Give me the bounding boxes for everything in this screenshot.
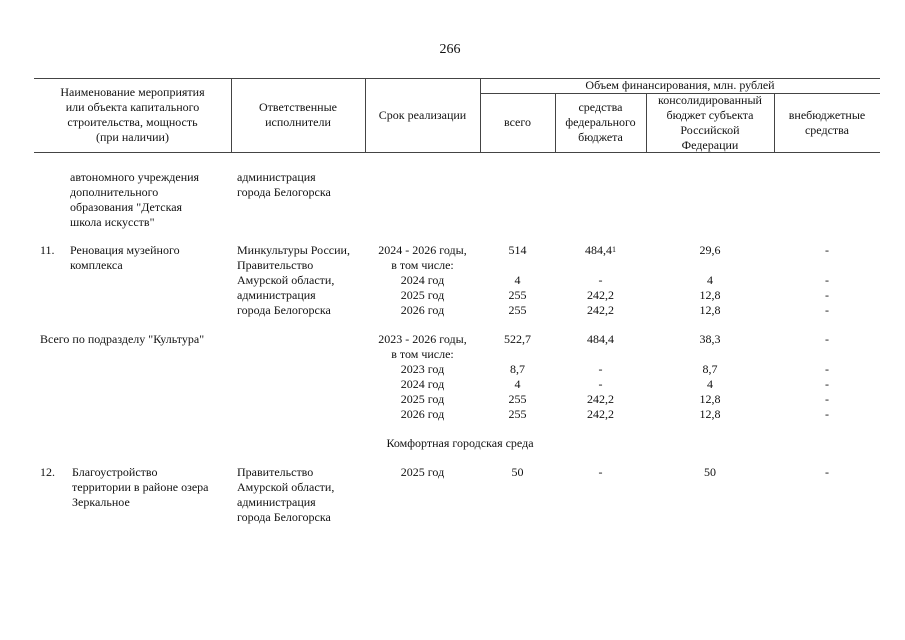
subtotal-term: 2023 - 2026 годы, в том числе: 2023 год 2024 год 2025 год 2026 год bbox=[378, 332, 467, 421]
continued-name: автономного учреждения дополнительного образования "Детская школа искусств" bbox=[70, 170, 200, 229]
subtotal-regional: 38,3 8,7 4 12,8 12,8 bbox=[699, 332, 721, 421]
header-financing-group: Объем финансирования, млн. рублей bbox=[585, 78, 775, 92]
row11-number: 11. bbox=[40, 243, 55, 257]
row11-offbudget: - - - - bbox=[825, 243, 829, 317]
continued-executors: администрация города Белогорска bbox=[237, 170, 331, 199]
row12-total: 50 bbox=[511, 465, 524, 479]
row11-federal: 484,4$^1$ - 242,2 242,2 bbox=[585, 243, 616, 317]
row12-number: 12. bbox=[40, 465, 55, 479]
row12-term: 2025 год bbox=[400, 465, 445, 479]
header-total: всего bbox=[503, 115, 532, 129]
subtotal-label: Всего по подразделу "Культура" bbox=[40, 332, 205, 346]
row11-term: 2024 - 2026 годы, в том числе: 2024 год 2025 год 2026 год bbox=[378, 243, 467, 317]
section-title: Комфортная городская среда bbox=[386, 436, 534, 450]
row12-regional: 50 bbox=[704, 465, 716, 479]
footnote-marker: 1 bbox=[612, 245, 616, 254]
row12-offbudget: - bbox=[825, 465, 829, 479]
row12-executors: Правительство Амурской области, администрация города Белогорска bbox=[237, 465, 335, 524]
header-federal: средства федерального бюджета bbox=[565, 100, 636, 144]
subtotal-total: 522,7 8,7 4 255 255 bbox=[504, 332, 531, 421]
table-header-bottom-border bbox=[34, 152, 880, 153]
header-term: Срок реализации bbox=[378, 107, 467, 122]
header-offbudget: внебюджетные средства bbox=[788, 107, 866, 137]
header-name: Наименование мероприятия или объекта капитального строительства, мощность (при наличии) bbox=[60, 85, 205, 144]
row11-name: Реновация музейного комплекса bbox=[70, 243, 180, 272]
row11-executors: Минкультуры России, Правительство Амурской области, администрация города Белогорска bbox=[237, 243, 350, 317]
subtotal-federal: 484,4 - - 242,2 242,2 bbox=[587, 332, 614, 421]
row11-regional: 29,6 4 12,8 12,8 bbox=[699, 243, 721, 317]
header-executors: Ответственные исполнители bbox=[259, 100, 337, 129]
header-regional: консолидированный бюджет субъекта Российской Федерации bbox=[658, 92, 762, 152]
page-number: 266 bbox=[439, 42, 461, 57]
subtotal-offbudget: - - - - - bbox=[825, 332, 829, 421]
row12-name: Благоустройство территории в районе озера Зеркальное bbox=[72, 465, 209, 509]
row11-total: 514 4 255 255 bbox=[508, 243, 527, 317]
row12-federal: - bbox=[598, 465, 603, 479]
